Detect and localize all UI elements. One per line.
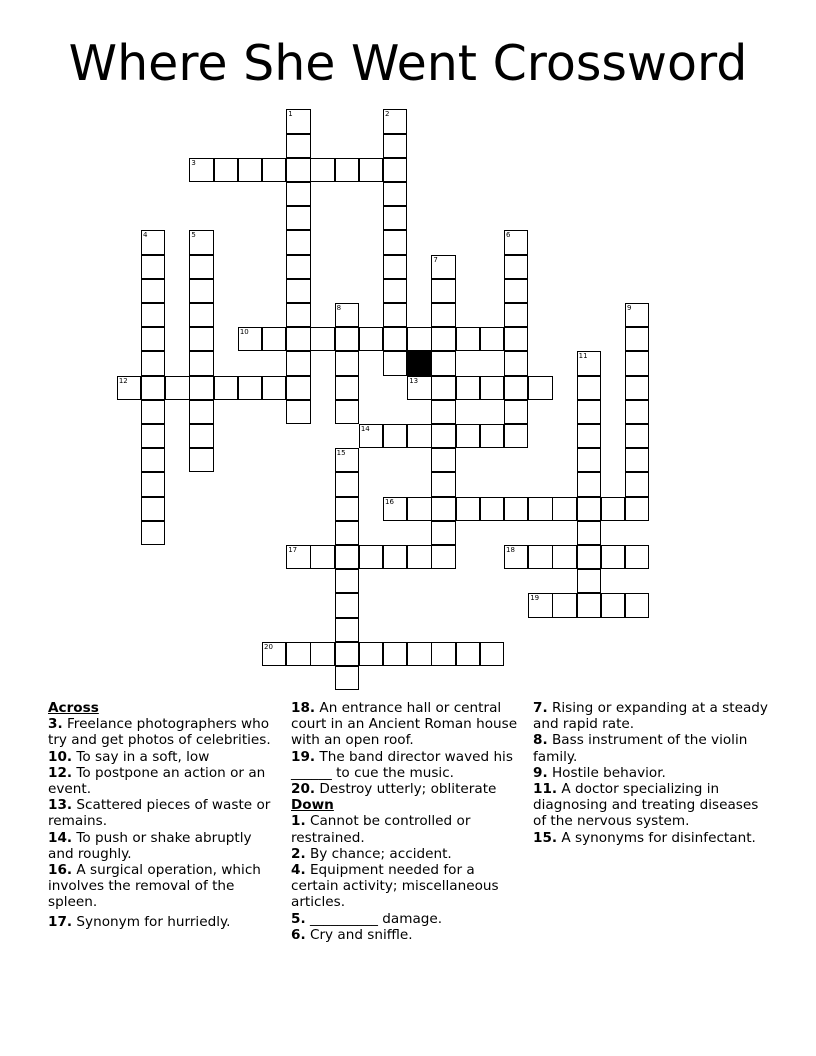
grid-cell[interactable] bbox=[141, 497, 165, 521]
clue-text: A surgical operation, which involves the removal of the spleen. bbox=[48, 862, 261, 911]
grid-cell[interactable] bbox=[383, 134, 407, 158]
grid-cell[interactable] bbox=[286, 158, 310, 182]
grid-cell[interactable] bbox=[625, 400, 649, 424]
grid-cell[interactable] bbox=[480, 327, 504, 351]
cell-number: 19 bbox=[530, 594, 540, 603]
cell-number: 16 bbox=[385, 497, 394, 506]
grid-cell[interactable] bbox=[383, 230, 407, 254]
clue-down-5 bbox=[291, 911, 523, 927]
clue-number: 18. bbox=[291, 700, 316, 716]
grid-cell[interactable] bbox=[431, 327, 455, 351]
grid-cell-black bbox=[407, 351, 431, 375]
grid-cell[interactable] bbox=[577, 521, 601, 545]
grid-cell[interactable] bbox=[601, 545, 625, 569]
clue-text: Freelance photographers who try and get photos of celebrities. bbox=[48, 716, 271, 749]
clue-across-10 bbox=[48, 749, 278, 765]
grid-cell[interactable] bbox=[310, 327, 334, 351]
clue-text: To postpone an action or an event. bbox=[48, 764, 266, 798]
grid-cell[interactable] bbox=[504, 545, 528, 569]
grid-cell[interactable] bbox=[286, 545, 310, 569]
clues-column-1 bbox=[48, 700, 278, 930]
grid-cell[interactable] bbox=[117, 376, 141, 400]
grid-cell[interactable] bbox=[214, 158, 238, 182]
grid-cell[interactable] bbox=[383, 351, 407, 375]
cell-number: 7 bbox=[433, 255, 438, 264]
clue-text: A doctor specializing in diagnosing and treating diseases of the nervous system. bbox=[533, 781, 759, 830]
grid-cell[interactable] bbox=[625, 327, 649, 351]
cell-number: 8 bbox=[336, 303, 342, 312]
clue-down-8 bbox=[533, 732, 768, 764]
clue-down-6 bbox=[291, 927, 523, 943]
grid-cell[interactable] bbox=[625, 303, 649, 327]
grid-cell[interactable] bbox=[335, 448, 359, 472]
grid-cell[interactable] bbox=[504, 279, 528, 303]
grid-cell[interactable] bbox=[189, 448, 213, 472]
grid-cell[interactable] bbox=[456, 327, 480, 351]
clues-column-3 bbox=[533, 700, 768, 846]
clue-across-18 bbox=[291, 700, 523, 749]
grid-cell[interactable] bbox=[189, 255, 213, 279]
clue-number: 1. bbox=[291, 813, 306, 830]
grid-cell[interactable] bbox=[189, 400, 213, 424]
grid-cell[interactable] bbox=[456, 497, 480, 521]
cell-number: 5 bbox=[191, 231, 196, 240]
grid-cell[interactable] bbox=[456, 642, 480, 666]
grid-cell[interactable] bbox=[577, 376, 601, 400]
grid-cell[interactable] bbox=[383, 424, 407, 448]
grid-cell[interactable] bbox=[528, 497, 552, 521]
grid-cell[interactable] bbox=[577, 448, 601, 472]
grid-cell[interactable] bbox=[431, 545, 455, 569]
grid-cell[interactable] bbox=[286, 182, 310, 206]
grid-cell[interactable] bbox=[407, 642, 431, 666]
grid-cell[interactable] bbox=[189, 327, 213, 351]
clue-number: 20. bbox=[291, 781, 316, 798]
grid-cell[interactable] bbox=[431, 351, 455, 375]
grid-cell[interactable] bbox=[189, 351, 213, 375]
grid-cell[interactable] bbox=[359, 545, 383, 569]
grid-cell[interactable] bbox=[504, 376, 528, 400]
grid-cell[interactable] bbox=[431, 521, 455, 545]
grid-cell[interactable] bbox=[335, 376, 359, 400]
grid-cell[interactable] bbox=[383, 182, 407, 206]
grid-cell[interactable] bbox=[577, 351, 601, 375]
grid-cell[interactable] bbox=[286, 303, 310, 327]
grid-cell[interactable] bbox=[552, 545, 576, 569]
grid-cell[interactable] bbox=[383, 158, 407, 182]
grid-cell[interactable] bbox=[383, 255, 407, 279]
grid-cell[interactable] bbox=[577, 400, 601, 424]
clue-down-11 bbox=[533, 781, 768, 830]
cell-number: 4 bbox=[143, 231, 148, 240]
grid-cell[interactable] bbox=[577, 424, 601, 448]
grid-cell[interactable] bbox=[335, 327, 359, 351]
grid-cell[interactable] bbox=[480, 376, 504, 400]
grid-cell[interactable] bbox=[407, 376, 431, 400]
grid-cell[interactable] bbox=[165, 376, 189, 400]
clue-text: Cannot be controlled or restrained. bbox=[291, 813, 471, 846]
clue-across-13 bbox=[48, 797, 278, 829]
grid-cell[interactable] bbox=[625, 545, 649, 569]
grid-cell[interactable] bbox=[335, 666, 359, 690]
grid-cell[interactable] bbox=[383, 109, 407, 133]
clue-text: Bass instrument of the violin family. bbox=[533, 732, 748, 765]
grid-cell[interactable] bbox=[286, 230, 310, 254]
grid-cell[interactable] bbox=[286, 400, 310, 424]
clue-across-17 bbox=[48, 914, 278, 930]
clue-number: 13. bbox=[48, 797, 73, 814]
clue-number: 3. bbox=[48, 716, 63, 733]
clue-text: An entrance hall or central court in an Ancient Roman house with an open roof. bbox=[291, 700, 518, 749]
grid-cell[interactable] bbox=[431, 472, 455, 496]
grid-cell[interactable] bbox=[625, 376, 649, 400]
grid-cell[interactable] bbox=[431, 497, 455, 521]
grid-cell[interactable] bbox=[310, 158, 334, 182]
grid-cell[interactable] bbox=[141, 327, 165, 351]
clue-number: 7. bbox=[533, 700, 548, 716]
grid-cell[interactable] bbox=[431, 303, 455, 327]
grid-cell[interactable] bbox=[359, 424, 383, 448]
grid-cell[interactable] bbox=[359, 642, 383, 666]
grid-cell[interactable] bbox=[189, 303, 213, 327]
clue-number: 19. bbox=[291, 748, 316, 765]
grid-cell[interactable] bbox=[504, 497, 528, 521]
grid-cell[interactable] bbox=[480, 642, 504, 666]
grid-cell[interactable] bbox=[335, 545, 359, 569]
grid-cell[interactable] bbox=[383, 545, 407, 569]
grid-cell[interactable] bbox=[480, 424, 504, 448]
grid-cell[interactable] bbox=[310, 642, 334, 666]
clue-down-4 bbox=[291, 862, 523, 911]
grid-cell[interactable] bbox=[335, 642, 359, 666]
grid-cell[interactable] bbox=[528, 593, 552, 617]
grid-cell[interactable] bbox=[383, 497, 407, 521]
grid-cell[interactable] bbox=[189, 279, 213, 303]
grid-cell[interactable] bbox=[504, 327, 528, 351]
grid-cell[interactable] bbox=[407, 327, 431, 351]
grid-cell[interactable] bbox=[238, 327, 262, 351]
clue-text: Equipment needed for a certain activity; miscellaneous articles. bbox=[291, 862, 499, 911]
grid-cell[interactable] bbox=[141, 230, 165, 254]
grid-cell[interactable] bbox=[480, 497, 504, 521]
cell-number: 3 bbox=[191, 158, 196, 167]
clue-number: 2. bbox=[291, 845, 306, 862]
grid-cell[interactable] bbox=[189, 424, 213, 448]
grid-cell[interactable] bbox=[504, 255, 528, 279]
clue-number: 12. bbox=[48, 764, 73, 781]
clue-down-2 bbox=[291, 846, 523, 862]
grid-cell[interactable] bbox=[625, 448, 649, 472]
cell-number: 17 bbox=[288, 545, 298, 554]
grid-cell[interactable] bbox=[601, 497, 625, 521]
grid-cell[interactable] bbox=[238, 158, 262, 182]
grid-cell[interactable] bbox=[286, 279, 310, 303]
grid-cell[interactable] bbox=[262, 327, 286, 351]
grid-cell[interactable] bbox=[141, 351, 165, 375]
grid-cell[interactable] bbox=[407, 424, 431, 448]
cell-number: 13 bbox=[409, 376, 419, 385]
clue-down-15 bbox=[533, 830, 768, 846]
grid-cell[interactable] bbox=[552, 497, 576, 521]
grid-cell[interactable] bbox=[262, 376, 286, 400]
grid-cell[interactable] bbox=[286, 255, 310, 279]
down-heading: Down bbox=[291, 797, 334, 814]
clue-text: The band director waved his ______ to cue the music. bbox=[291, 748, 513, 781]
grid-cell[interactable] bbox=[141, 376, 165, 400]
clue-number: 8. bbox=[533, 732, 548, 749]
grid-cell[interactable] bbox=[335, 158, 359, 182]
clues-column-2 bbox=[291, 700, 523, 943]
clue-number: 15. bbox=[533, 829, 558, 846]
grid-cell[interactable] bbox=[335, 618, 359, 642]
grid-cell[interactable] bbox=[335, 351, 359, 375]
grid-cell[interactable] bbox=[141, 255, 165, 279]
clue-text: Rising or expanding at a steady and rapid rate. bbox=[533, 700, 768, 733]
grid-cell[interactable] bbox=[552, 593, 576, 617]
cell-number: 9 bbox=[627, 303, 632, 312]
clue-down-7 bbox=[533, 700, 768, 732]
cell-number: 11 bbox=[578, 352, 588, 361]
clue-number: 6. bbox=[291, 926, 306, 943]
grid-cell[interactable] bbox=[359, 327, 383, 351]
grid-cell[interactable] bbox=[262, 642, 286, 666]
grid-cell[interactable] bbox=[335, 303, 359, 327]
grid-cell[interactable] bbox=[189, 158, 213, 182]
grid-cell[interactable] bbox=[286, 376, 310, 400]
grid-cell[interactable] bbox=[625, 424, 649, 448]
clue-across-12 bbox=[48, 765, 278, 797]
grid-cell[interactable] bbox=[335, 593, 359, 617]
cell-number: 10 bbox=[239, 328, 249, 337]
across-heading: Across bbox=[48, 700, 99, 716]
grid-cell[interactable] bbox=[456, 424, 480, 448]
grid-cell[interactable] bbox=[359, 158, 383, 182]
grid-cell[interactable] bbox=[141, 400, 165, 424]
grid-cell[interactable] bbox=[189, 230, 213, 254]
clue-text: Cry and sniffle. bbox=[309, 926, 413, 943]
grid-cell[interactable] bbox=[528, 376, 552, 400]
clue-text: Destroy utterly; obliterate bbox=[319, 781, 497, 798]
clue-text: A synonyms for disinfectant. bbox=[561, 829, 756, 846]
grid-cell[interactable] bbox=[335, 521, 359, 545]
grid-cell[interactable] bbox=[431, 400, 455, 424]
cell-number: 12 bbox=[118, 376, 128, 385]
grid-cell[interactable] bbox=[383, 206, 407, 230]
cell-number: 2 bbox=[385, 110, 390, 119]
clue-number: 9. bbox=[533, 764, 548, 781]
clue-number: 17. bbox=[48, 913, 73, 930]
clue-text: To push or shake abruptly and roughly. bbox=[48, 829, 252, 862]
clue-across-3 bbox=[48, 716, 278, 748]
grid-cell[interactable] bbox=[407, 545, 431, 569]
grid-cell[interactable] bbox=[625, 497, 649, 521]
clue-number: 11. bbox=[533, 781, 558, 798]
clue-across-20 bbox=[291, 781, 523, 797]
grid-cell[interactable] bbox=[335, 569, 359, 593]
grid-cell[interactable] bbox=[310, 545, 334, 569]
grid-cell[interactable] bbox=[528, 545, 552, 569]
clue-number: 10. bbox=[48, 748, 73, 765]
clue-text: Synonym for hurriedly. bbox=[76, 913, 231, 930]
grid-cell[interactable] bbox=[625, 351, 649, 375]
cell-number: 6 bbox=[506, 231, 511, 240]
clue-text: Scattered pieces of waste or remains. bbox=[48, 797, 271, 830]
grid-cell[interactable] bbox=[383, 303, 407, 327]
grid-cell[interactable] bbox=[431, 642, 455, 666]
clue-across-14 bbox=[48, 830, 278, 862]
clue-text: __________ damage. bbox=[309, 910, 443, 927]
grid-cell[interactable] bbox=[431, 424, 455, 448]
grid-cell[interactable] bbox=[189, 376, 213, 400]
clue-down-1 bbox=[291, 813, 523, 845]
grid-cell[interactable] bbox=[504, 400, 528, 424]
grid-cell[interactable] bbox=[383, 642, 407, 666]
cell-number: 1 bbox=[288, 110, 293, 119]
clue-down-9 bbox=[533, 765, 768, 781]
grid-cell[interactable] bbox=[141, 279, 165, 303]
grid-cell[interactable] bbox=[504, 351, 528, 375]
puzzle-title: Where She Went Crossword bbox=[68, 35, 748, 92]
grid-cell[interactable] bbox=[286, 206, 310, 230]
grid-cell[interactable] bbox=[625, 472, 649, 496]
grid-cell[interactable] bbox=[601, 593, 625, 617]
grid-cell[interactable] bbox=[141, 303, 165, 327]
cell-number: 18 bbox=[506, 545, 515, 554]
cell-number: 15 bbox=[336, 449, 346, 458]
grid-cell[interactable] bbox=[504, 230, 528, 254]
clue-number: 5. bbox=[291, 910, 306, 927]
grid-cell[interactable] bbox=[141, 521, 165, 545]
grid-cell[interactable] bbox=[383, 327, 407, 351]
grid-cell[interactable] bbox=[214, 376, 238, 400]
grid-cell[interactable] bbox=[431, 255, 455, 279]
grid-cell[interactable] bbox=[335, 400, 359, 424]
clue-across-19 bbox=[291, 749, 523, 781]
clue-number: 16. bbox=[48, 862, 73, 879]
clue-number: 4. bbox=[291, 862, 306, 879]
clue-text: Hostile behavior. bbox=[551, 764, 666, 781]
grid-cell[interactable] bbox=[504, 303, 528, 327]
grid-cell[interactable] bbox=[456, 376, 480, 400]
grid-cell[interactable] bbox=[577, 593, 601, 617]
grid-cell[interactable] bbox=[504, 424, 528, 448]
grid-cell[interactable] bbox=[286, 351, 310, 375]
grid-cell[interactable] bbox=[286, 134, 310, 158]
grid-cell[interactable] bbox=[407, 497, 431, 521]
grid-cell[interactable] bbox=[335, 497, 359, 521]
grid-cell[interactable] bbox=[141, 472, 165, 496]
clue-text: To say in a soft, low bbox=[76, 748, 210, 765]
grid-cell[interactable] bbox=[577, 472, 601, 496]
grid-cell[interactable] bbox=[335, 472, 359, 496]
grid-cell[interactable] bbox=[577, 569, 601, 593]
cell-number: 20 bbox=[264, 642, 273, 651]
grid-cell[interactable] bbox=[262, 158, 286, 182]
grid-cell[interactable] bbox=[431, 448, 455, 472]
grid-cell[interactable] bbox=[286, 642, 310, 666]
grid-cell[interactable] bbox=[286, 327, 310, 351]
grid-cell[interactable] bbox=[383, 279, 407, 303]
clue-number: 14. bbox=[48, 829, 73, 846]
grid-cell[interactable] bbox=[577, 545, 601, 569]
grid-cell[interactable] bbox=[431, 279, 455, 303]
grid-cell[interactable] bbox=[431, 376, 455, 400]
grid-cell[interactable] bbox=[286, 109, 310, 133]
grid-cell[interactable] bbox=[141, 448, 165, 472]
cell-number: 14 bbox=[360, 424, 370, 433]
grid-cell[interactable] bbox=[577, 497, 601, 521]
grid-cell[interactable] bbox=[238, 376, 262, 400]
clue-across-16 bbox=[48, 862, 278, 911]
clue-text: By chance; accident. bbox=[309, 845, 452, 862]
grid-cell[interactable] bbox=[625, 593, 649, 617]
grid-cell[interactable] bbox=[141, 424, 165, 448]
